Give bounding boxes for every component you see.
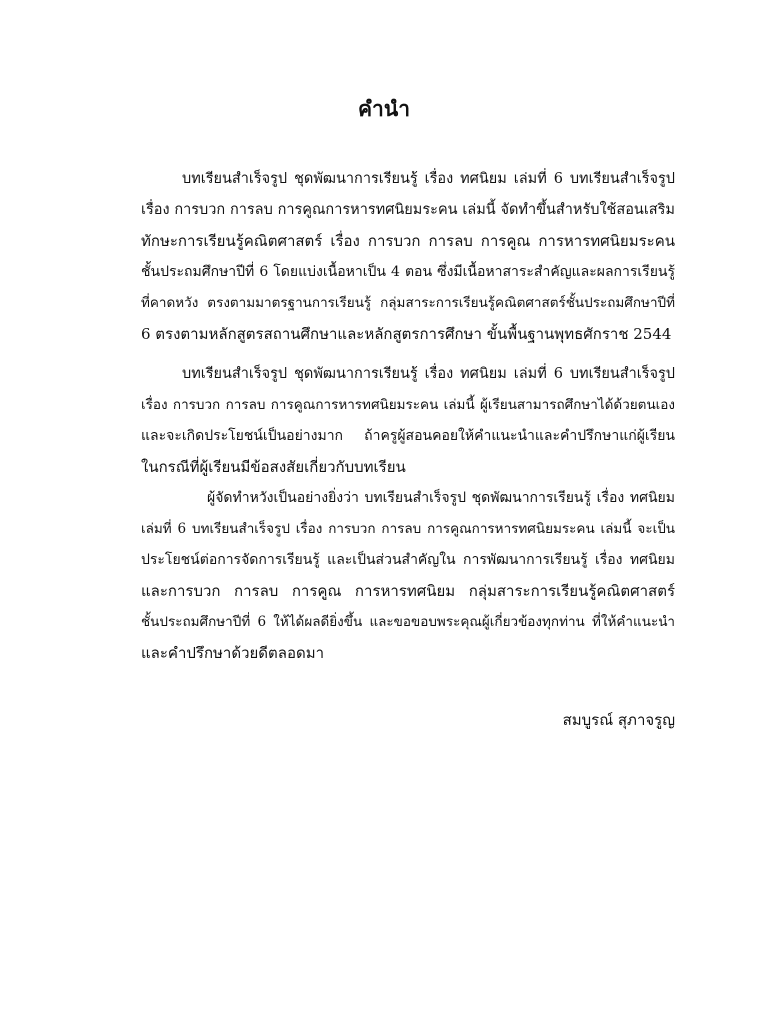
paragraph-line: ประโยชน์ต่อการจัดการเรียนรู้ และเป็นส่วนสำคัญใน การพัฒนาการเรียนรู้ เรื่อง ทศนิยม <box>141 552 675 568</box>
paragraph-line: และจะเกิดประโยชน์เป็นอย่างมาก ถ้าครูผู้สอนคอยให้คำแนะนำและคำปรึกษาแก่ผู้เรียน <box>141 428 675 444</box>
paragraph-line: และคำปรึกษาด้วยดีตลอดมา <box>141 644 325 662</box>
paragraph-line: ผู้จัดทำหวังเป็นอย่างยิ่งว่า บทเรียนสำเร็จรูป ชุดพัฒนาการเรียนรู้ เรื่อง ทศนิยม <box>207 490 675 506</box>
paragraph-line: เรื่อง การบวก การลบ การคูณการหารทศนิยมระคน เล่มนี้ จัดทำขึ้นสำหรับใช้สอนเสริม <box>141 202 675 218</box>
page-title: คำนำ <box>358 96 410 121</box>
paragraph-line: เล่มที่ 6 บทเรียนสำเร็จรูป เรื่อง การบวก การลบ การคูณการหารทศนิยมระคน เล่มนี้ จะเป็น <box>141 521 675 537</box>
paragraph-line: ในกรณีที่ผู้เรียนมีข้อสงสัยเกี่ยวกับบทเรียน <box>141 458 406 476</box>
paragraph-line: ทักษะการเรียนรู้คณิตศาสตร์ เรื่อง การบวก การลบ การคูณ การหารทศนิยมระคน <box>141 232 675 250</box>
paragraph-1 <box>141 164 675 350</box>
paragraph-line: ที่คาดหวัง ตรงตามมาตรฐานการเรียนรู้ กลุ่มสาระการเรียนรู้คณิตศาสตร์ชั้นประถมศึกษาปีที่ <box>141 295 675 311</box>
paragraph-line: บทเรียนสำเร็จรูป ชุดพัฒนาการเรียนรู้ เรื่อง ทศนิยม เล่มที่ 6 บทเรียนสำเร็จรูป <box>182 366 675 382</box>
paragraph-line: ชั้นประถมศึกษาปีที่ 6 โดยแบ่งเนื้อหาเป็น 4 ตอน ซึ่งมีเนื้อหาสาระสำคัญและผลการเรียนรู้ <box>141 264 675 280</box>
paragraph-line: บทเรียนสำเร็จรูป ชุดพัฒนาการเรียนรู้ เรื่อง ทศนิยม เล่มที่ 6 บทเรียนสำเร็จรูป <box>182 171 675 187</box>
paragraph-3 <box>141 483 675 669</box>
author-signature: สมบูรณ์ สุภาจรูญ <box>562 711 675 729</box>
paragraph-line: ชั้นประถมศึกษาปีที่ 6 ให้ได้ผลดียิ่งขึ้น และขอขอบพระคุณผู้เกี่ยวข้องทุกท่าน ที่ให้คำแนะนำ <box>141 614 675 630</box>
paragraph-line: เรื่อง การบวก การลบ การคูณการหารทศนิยมระคน เล่มนี้ ผู้เรียนสามารถศึกษาได้ด้วยตนเอง <box>141 397 675 413</box>
paragraph-2 <box>141 359 675 483</box>
paragraph-line: 6 ตรงตามหลักสูตรสถานศึกษาและหลักสูตรการศึกษา ขั้นพื้นฐานพุทธศักราช 2544 <box>141 325 672 343</box>
paragraph-line: และการบวก การลบ การคูณ การหารทศนิยม กลุ่มสาระการเรียนรู้คณิตศาสตร์ <box>141 582 675 600</box>
